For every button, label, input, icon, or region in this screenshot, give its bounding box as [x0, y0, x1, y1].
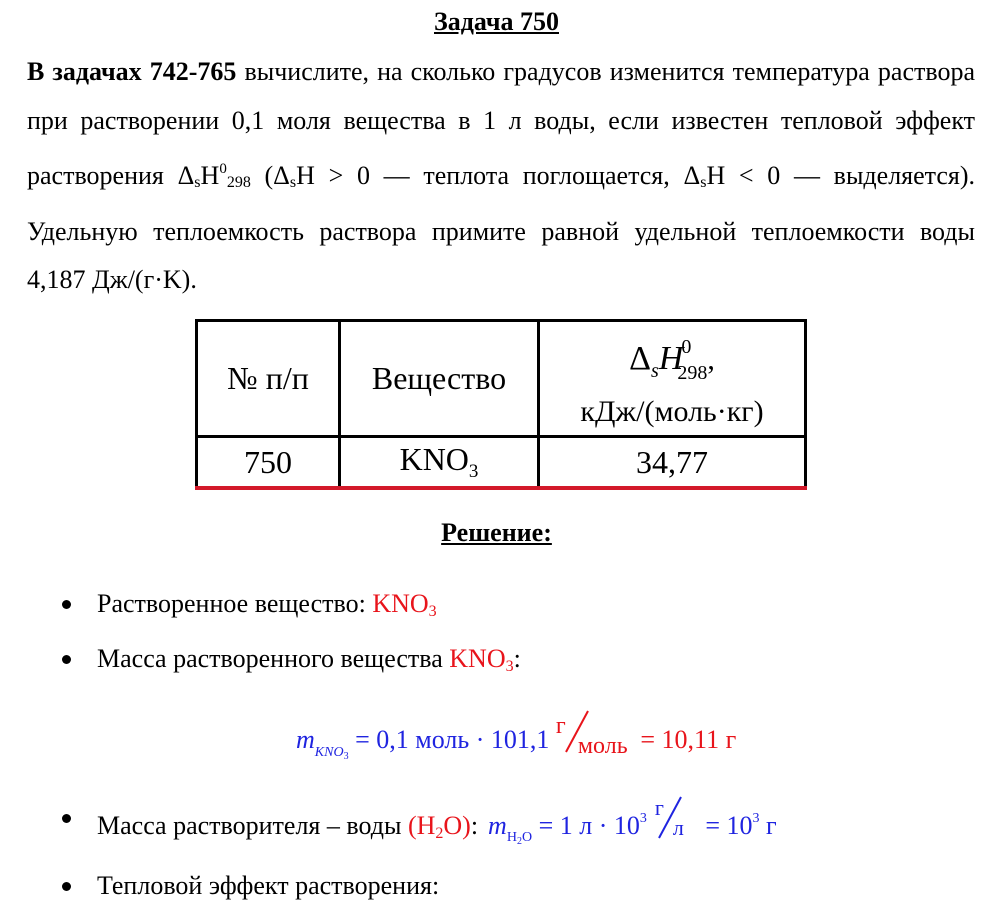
enthalpy-h: H [200, 161, 220, 190]
header-num: № п/п [197, 321, 340, 437]
bullet-label: Тепловой эффект растворения: [97, 871, 440, 900]
unit-fraction: г моль [556, 716, 634, 748]
cell-substance: $KNO_3$ [340, 437, 539, 489]
unit-fraction: г л [654, 795, 684, 840]
header-substance: Вещество [340, 321, 539, 437]
solvent-formula: (H2O) [407, 811, 471, 842]
enthalpy-symbol: $\Delta_sH^0_{298}$ [629, 335, 708, 384]
bullet-label: Растворенное вещество: [97, 589, 373, 618]
statement-text: H > 0 — теплота поглощается, Δ [296, 161, 701, 190]
subscript-298: 298 [226, 174, 251, 191]
mass-symbol: m [296, 725, 315, 754]
subscript-s: s [289, 174, 297, 191]
bullet-dot [62, 655, 71, 664]
solute-mass-formula: $m_{KNO_3} = 0,1$ моль · 101,1 г моль = 10,11 г [296, 716, 736, 773]
solute-formula: KNO3 [449, 644, 514, 675]
header-enthalpy [539, 321, 806, 437]
bullet-label: Масса растворителя – воды [97, 811, 408, 840]
task-statement [27, 48, 975, 305]
table-header-row [197, 321, 806, 437]
enthalpy-comma: , [707, 342, 715, 376]
amount-times-molar-mass: 0,1 моль · 101,1 [376, 725, 556, 754]
cell-enthalpy-value: 34,77 [539, 437, 806, 489]
subscript-s: s [194, 174, 201, 191]
solute-formula: KNO3 [372, 589, 437, 620]
data-table [195, 319, 807, 490]
document-page: Задача 750 В задачах 742-765 вычислите, на сколько градусов изменится температура раствора при растворении 0,1 моля вещества в 1 л воды, если известен тепловой эффект растворения ΔsH$^0$298 (ΔsH > 0 — теплота поглощается, ΔsH < 0 — выделяется). Удельную теплоемкость раствора примите равной удельной теплоемкости воды 4,187 Дж/(г·K). № п/п Вещество $\Delta_sH^0_{298}$, кДж/(моль·кг) 750 $KNO_3$ 34,77 Решение: Растворенное вещество: KNO3 Масса растворенного вещества KNO3: $m_{KNO_3} = 0,1$ моль · 101,1 г моль = 10,11 г Масса растворителя – воды (H2O): $m_{H_2O} = 1$ $л \cdot 10^3$ г л = $10^3$ г Тепловой эффект растворения: [0, 0, 993, 892]
bullet-label: Масса растворенного вещества [97, 644, 450, 673]
table-row [197, 437, 806, 489]
task-title: Задача 750 [434, 7, 559, 36]
mass-subscript: KNO3 [314, 745, 349, 762]
task-range: В задачах 742-765 [27, 57, 237, 86]
solute-mass-result: 10,11 г [661, 725, 737, 754]
superscript-0: 0 [219, 161, 227, 177]
statement-text: вычислите, на сколько градусов изменится температура раствора при растворении 0,1 моля вещества в 1 л воды, если известен тепловой эффект растворения Δ [27, 57, 975, 190]
bullet-dot [62, 882, 71, 891]
statement-text: H < 0 — выделяется). Удельную теплоемкость раствора примите равной удельной теплоемкости воды 4,187 Дж/(г·K). [27, 161, 976, 294]
enthalpy-unit: кДж/(моль·кг) [580, 394, 764, 428]
subscript-s: s [700, 174, 707, 191]
bullet-dot [62, 600, 71, 609]
solvent-mass-formula: $m_{H_2O} = 1$ $л \cdot 10^3$ г л = $10^3$ г [488, 795, 777, 847]
bullet-dot [62, 814, 71, 823]
solution-title: Решение: [441, 518, 552, 547]
cell-num: 750 [197, 437, 340, 489]
statement-text: (Δ [250, 161, 290, 190]
